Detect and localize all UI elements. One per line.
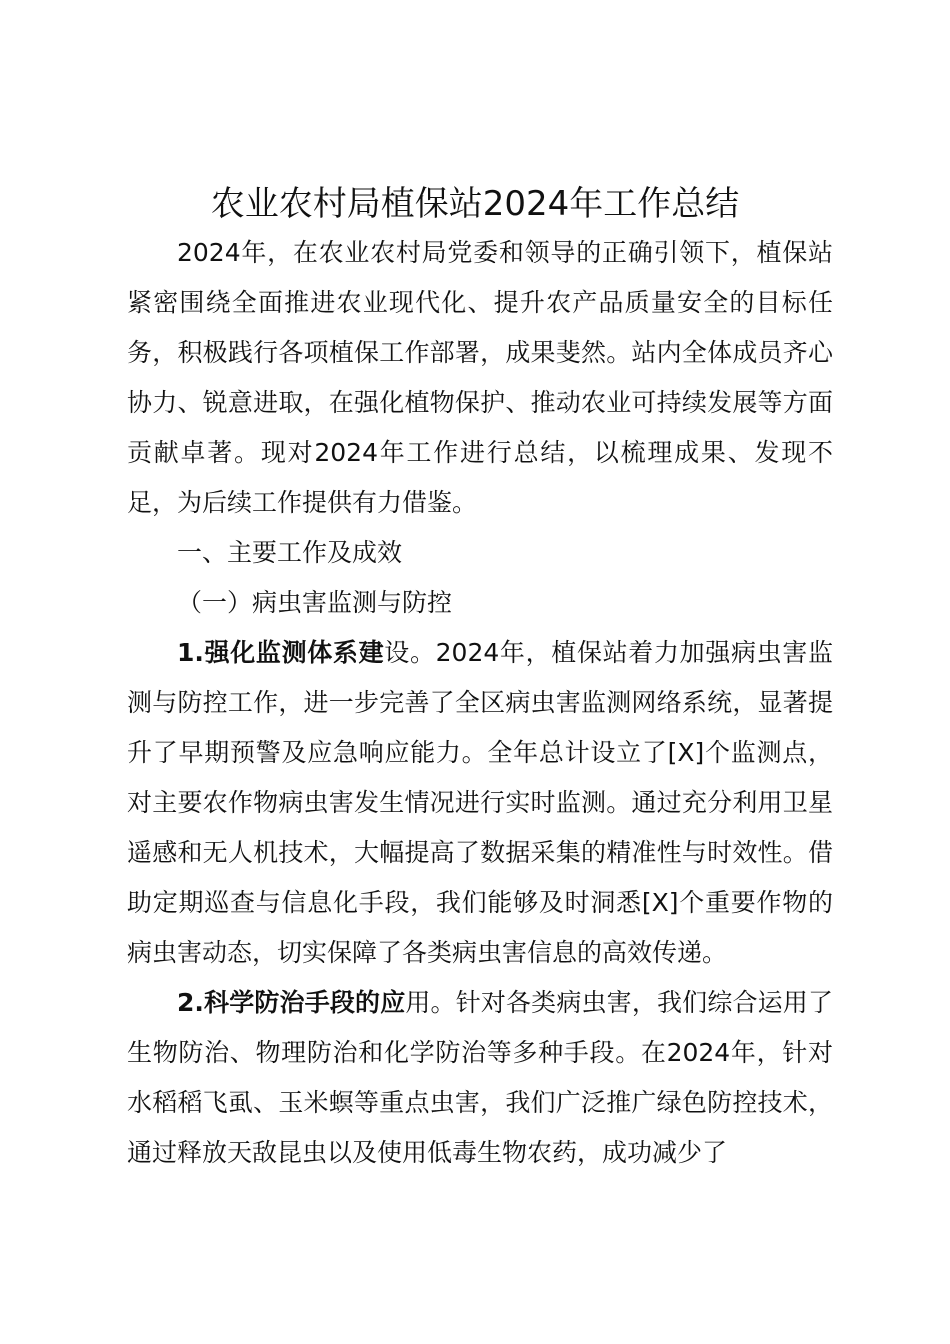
item-paragraph-1: [127, 628, 833, 978]
item-paragraph-2: [127, 978, 833, 1178]
subsection-heading: （一）病虫害监测与防控: [177, 588, 453, 617]
item-1-text: 2024年，植保站着力加强病虫害监测与防控工作，进一步完善了全区病虫害监测网络系统，显著提升了早期预警及应急响应能力。全年总计设立了[X]个监测点，对主要农作物病虫害发生情况进行实时监测。通过充分利用卫星遥感和无人机技术，大幅提高了数据采集的精准性与时效性。借助定期巡查与信息化手段，我们能够及时洞悉[X]个重要作物的病虫害动态，切实保障了各类病虫害信息的高效传递。: [127, 638, 833, 967]
section-heading: 一、主要工作及成效: [177, 538, 403, 567]
item-2-lead-bold: 2.科学防治手段的应: [177, 988, 406, 1017]
item-2-lead-rest: 用。: [405, 988, 456, 1017]
document-title: 农业农村局植保站2024年工作总结: [210, 184, 740, 224]
item-2-text: 针对各类病虫害，我们综合运用了生物防治、物理防治和化学防治等多种手段。在2024年，针对水稻稻飞虱、玉米螟等重点虫害，我们广泛推广绿色防控技术，通过释放天敌昆虫以及使用低毒生物农药，成功减少了: [127, 988, 833, 1167]
item-1-lead-bold: 1.强化监测体系建: [177, 638, 385, 667]
item-1-lead-rest: 设。: [384, 638, 436, 667]
document-body: [127, 228, 833, 1178]
intro-paragraph: 2024年，在农业农村局党委和领导的正确引领下，植保站紧密围绕全面推进农业现代化、提升农产品质量安全的目标任务，积极践行各项植保工作部署，成果斐然。站内全体成员齐心协力、锐意进取，在强化植物保护、推动农业可持续发展等方面贡献卓著。现对2024年工作进行总结，以梳理成果、发现不足，为后续工作提供有力借鉴。: [127, 238, 833, 517]
